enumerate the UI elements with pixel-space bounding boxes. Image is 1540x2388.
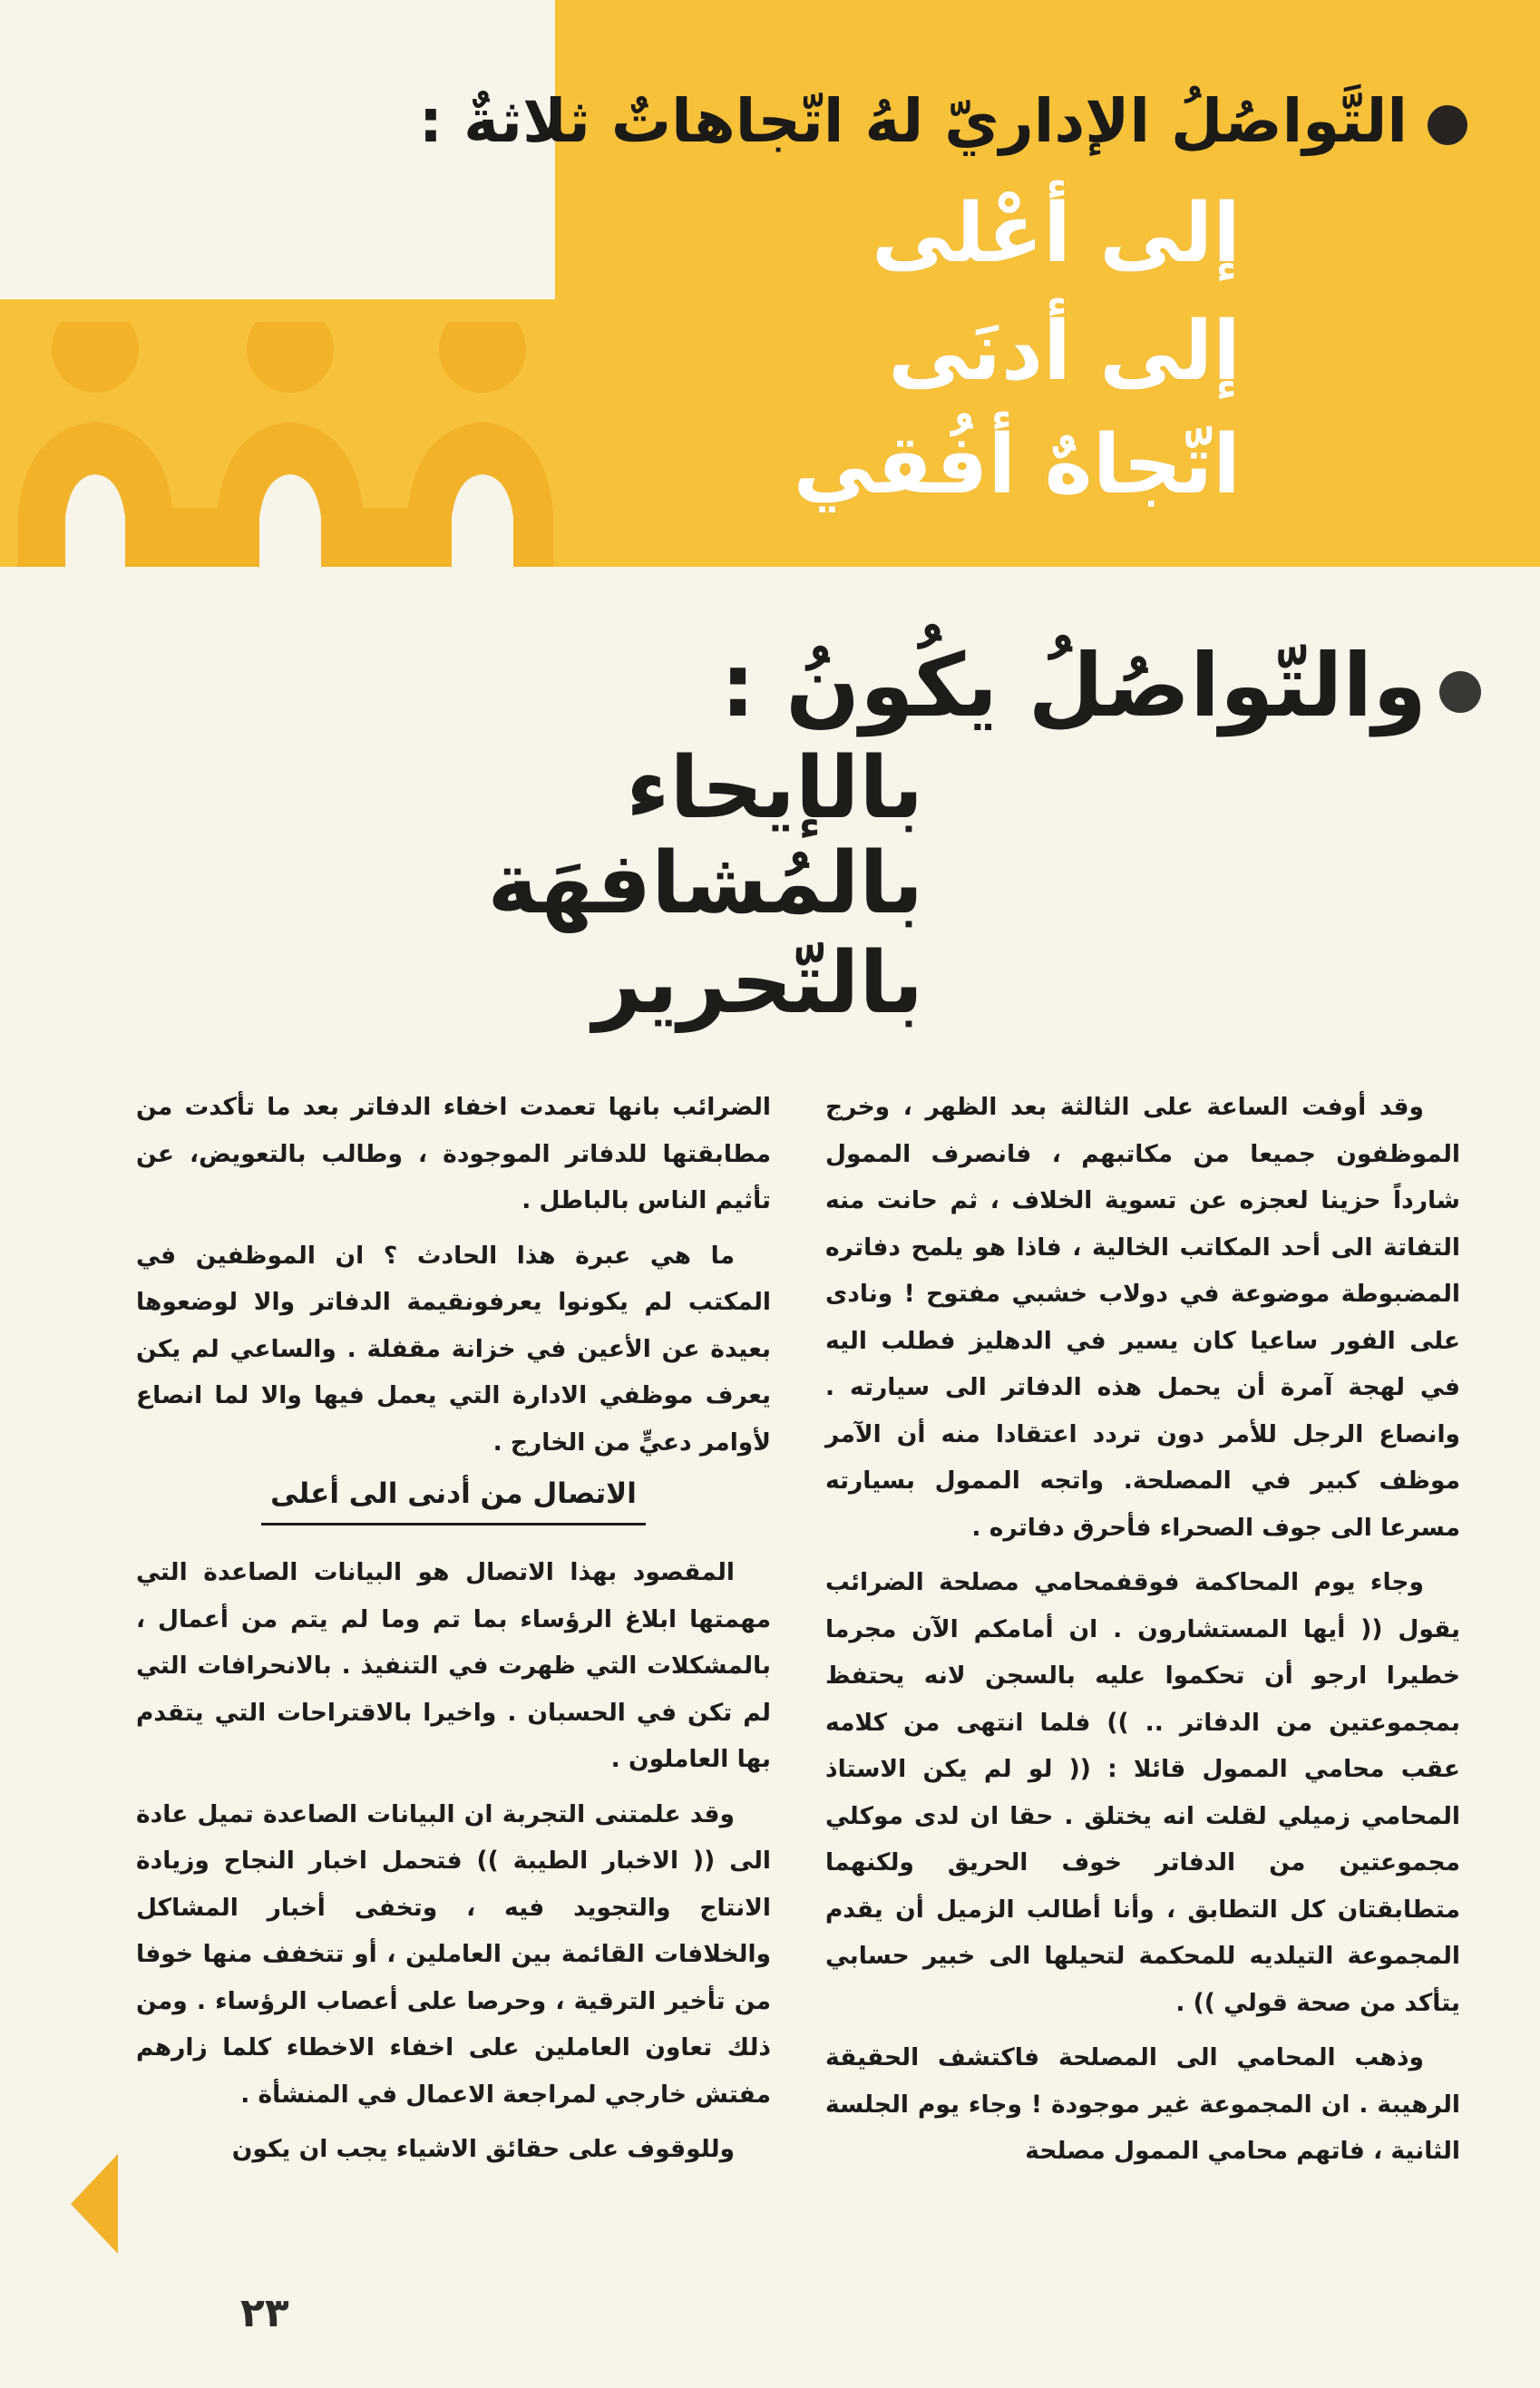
direction-horizontal: اتّجاهٌ أفُقي [793,417,1241,512]
article-column-right [825,1084,1460,2183]
person-gap-icon [65,474,125,567]
person-gap-icon [452,474,513,567]
direction-up: إلى أعْلى [871,186,1241,281]
bullet-icon [1428,105,1467,145]
page-number: ٢٣ [240,2290,289,2336]
paragraph: وللوقوف على حقائق الاشياء يجب ان يكون [231,2135,735,2163]
paragraph: المقصود بهذا الاتصال هو البيانات الصاعدة التي مهمتها ابلاغ الرؤساء بما تم وما لم يتم من أعمال ، بالمشكلات التي ظهرت في التنفيذ . بالانحرافات التي لم تكن في الحسبان . واخيرا بالاقتراحات التي يتقدم بها العاملون . [136,1558,771,1773]
paragraph: وقد أوفت الساعة على الثالثة بعد الظهر ، وخرج الموظفون جميعا من مكاتبهم ، فانصرف الممول شارداً حزينا لعجزه عن تسوية الخلاف ، ثم حانت منه التفاتة الى أحد المكاتب الخالية ، فاذا هو يلمح دفاتره المضبوطة موضوعة في دولاب خشبي مفتوح ! ونادى على الفور ساعيا كان يسير في الدهليز فطلب اليه في لهجة آمرة أن يحمل هذه الدفاتر الى سيارته . وانصاع الرجل للأمر دون تردد اعتقادا منه أن الآمر موظف كبير في المصلحة. واتجه الممول بسيارته مسرعا الى جوف الصحراء فأحرق دفاتره . [825,1093,1460,1542]
people-icon-group [18,322,553,567]
paragraph: وجاء يوم المحاكمة فوقفمحامي مصلحة الضرائب يقول (( أيها المستشارون . ان أمامكم الآن مجرما خطيرا ارجو أن تحكموا عليه بالسجن لانه يحتفظ بمجموعتين من الدفاتر .. )) فلما انتهى من كلامه عقب محامي الممول قائلا : (( لو لم يكن الاستاذ المحامي زميلي لقلت انه يختلق . حقا ان لدى موكلي مجموعتين من الدفاتر خوف الحريق ولكنهما متطابقتان كل التطابق ، وأنا أطالب الزميل أن يقدم المجموعة التيلديه للمحكمة لتحيلها الى خبير حسابي يتأكد من صحة قولي )) . [825,1568,1460,2017]
person-head-icon [52,322,139,393]
header-title [418,86,1467,156]
section-subheading [136,1474,771,1525]
paragraph: وذهب المحامي الى المصلحة فاكتشف الحقيقة الرهيبة . ان المجموعة غير موجودة ! وجاء يوم الجلسة الثانية ، فاتهم محامي الممول مصلحة [825,2043,1460,2165]
paragraph: ما هي عبرة هذا الحادث ؟ ان الموظفين في المكتب لم يكونوا يعرفونقيمة الدفاتر والا لوضعوها بعيدة عن الأعين في خزانة مقفلة . والساعي لم يكن يعرف موظفي الادارة التي يعمل فيها والا لما انصاع لأوامر دعيٍّ من الخارج . [136,1241,771,1457]
method-suggestion: بالإيحاء [626,739,923,838]
section2-title-text: والتّواصُلُ يكُونُ : [720,635,1427,736]
subheading-text: الاتصال من أدنى الى أعلى [261,1474,646,1525]
arrow-left-icon [71,2154,118,2254]
person-head-icon [439,322,526,393]
article-column-left [136,1084,771,2181]
method-oral: بالمُشافهَة [487,834,923,933]
direction-down: إلى أدنَى [888,304,1241,399]
bullet-icon [1439,671,1481,713]
section2-title [720,635,1481,736]
paragraph: وقد علمتنى التجربة ان البيانات الصاعدة تميل عادة الى (( الاخبار الطيبة )) فتحمل اخبار النجاح وزيادة الانتاج والتجويد فيه ، وتخفى أخبار المشاكل والخلافات القائمة بين العاملين ، أو تتخفف منها خوفا من تأخير الترقية ، وحرصا على أعصاب الرؤساء . ومن ذلك تعاون العاملين على اخفاء الاخطاء كلما زارهم مفتش خارجي لمراجعة الاعمال في المنشأة . [136,1799,771,2109]
person-gap-icon [259,474,321,567]
paragraph: الضرائب بانها تعمدت اخفاء الدفاتر بعد ما تأكدت من مطابقتها للدفاتر الموجودة ، وطالب بالتعويض، عن تأثيم الناس بالباطل . [136,1093,771,1214]
header-title-text: التَّواصُلُ الإداريّ لهُ اتّجاهاتٌ ثلاثةٌ : [418,86,1408,156]
method-written: بالتّحرير [592,934,923,1033]
person-head-icon [247,322,334,393]
